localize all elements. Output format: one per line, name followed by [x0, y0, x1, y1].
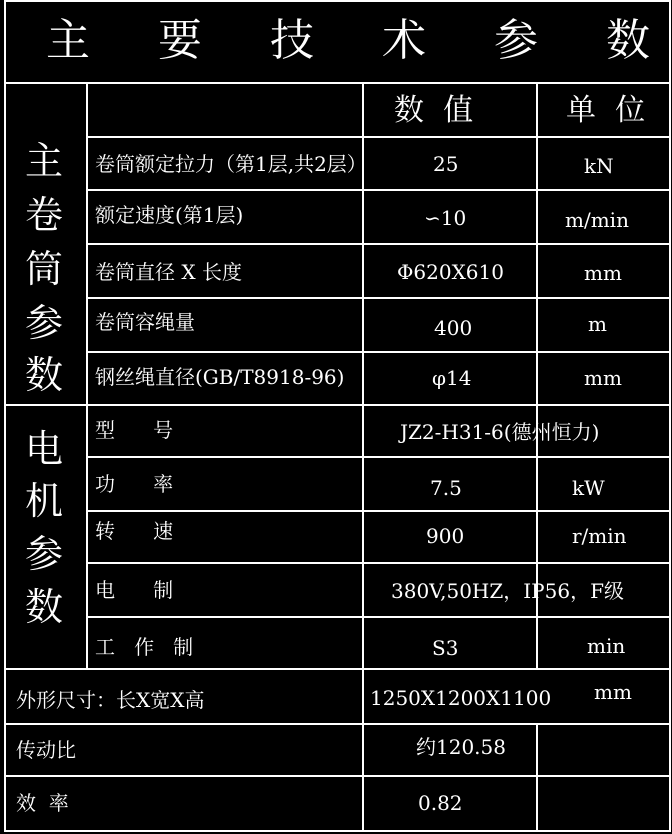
rule	[4, 775, 671, 777]
title-char: 数	[606, 15, 650, 66]
rule	[4, 0, 6, 832]
rule	[4, 668, 671, 670]
drum-group-label: 主	[25, 139, 64, 183]
row-label: 工 作 制	[95, 635, 194, 659]
rule	[4, 0, 671, 2]
row-unit: m	[588, 312, 607, 336]
row-label: 卷筒容绳量	[95, 310, 195, 334]
rule	[86, 189, 671, 191]
row-unit: min	[587, 634, 626, 658]
row-unit: mm	[584, 366, 622, 390]
value-header: 数 值	[394, 93, 474, 128]
motor-group-label: 数	[25, 585, 64, 629]
title-char: 要	[158, 15, 202, 66]
row-label: 电 制	[95, 578, 174, 602]
drum-group-label: 数	[25, 353, 64, 397]
row-value: 25	[433, 152, 459, 176]
rule	[362, 82, 364, 832]
rule	[86, 82, 88, 670]
title-char: 参	[494, 15, 538, 66]
drum-group-label: 参	[25, 301, 64, 345]
row-label: 传动比	[16, 738, 76, 762]
row-unit: mm	[594, 680, 632, 704]
row-value: 1250X1200X1100	[370, 686, 552, 710]
row-value: 400	[434, 316, 473, 340]
row-label: 功 率	[95, 472, 174, 496]
rule	[536, 723, 538, 832]
title-char: 术	[382, 15, 426, 66]
row-unit: r/min	[572, 524, 627, 548]
drum-group-label: 卷	[25, 193, 64, 237]
motor-group-label: 机	[25, 479, 64, 523]
rule	[86, 351, 671, 353]
row-label: 效 率	[16, 791, 69, 815]
row-unit: kW	[572, 476, 605, 500]
rule	[669, 0, 671, 832]
title-char: 技	[270, 15, 314, 66]
row-value: 380V,50HZ，IP56，F级	[391, 579, 624, 603]
motor-group-label: 电	[25, 427, 64, 471]
row-unit: kN	[584, 154, 614, 178]
row-label: 卷筒直径 X 长度	[95, 260, 242, 284]
rule	[4, 830, 671, 832]
row-value: JZ2-H31-6(德州恒力)	[400, 420, 600, 444]
title-char: 主	[46, 15, 90, 66]
rule	[86, 243, 671, 245]
row-unit: mm	[584, 261, 622, 285]
row-label: 型 号	[95, 418, 174, 442]
row-label: 额定速度(第1层)	[95, 203, 244, 227]
row-value: S3	[432, 636, 459, 660]
row-value: 0.82	[418, 791, 463, 815]
rule	[86, 136, 671, 138]
row-value: Φ620X610	[397, 260, 504, 284]
row-value: 900	[426, 524, 465, 548]
rule	[86, 456, 671, 458]
row-label: 钢丝绳直径(GB/T8918-96)	[95, 365, 345, 389]
unit-header: 单 位	[566, 93, 646, 128]
row-value: 约120.58	[416, 735, 506, 759]
row-value: φ14	[432, 366, 472, 390]
rule	[86, 510, 671, 512]
row-label: 外形尺寸：长X宽X高	[16, 688, 205, 712]
rule	[4, 404, 671, 406]
row-unit: m/min	[565, 208, 629, 232]
row-value: ∽10	[424, 206, 467, 230]
rule	[4, 82, 671, 84]
rule	[86, 562, 671, 564]
rule	[86, 297, 671, 299]
motor-group-label: 参	[25, 532, 64, 576]
row-label: 转 速	[95, 519, 174, 543]
rule	[86, 616, 671, 618]
row-value: 7.5	[430, 476, 462, 500]
rule	[4, 723, 671, 725]
drum-group-label: 筒	[25, 247, 64, 291]
row-label: 卷筒额定拉力（第1层,共2层）	[95, 152, 367, 176]
